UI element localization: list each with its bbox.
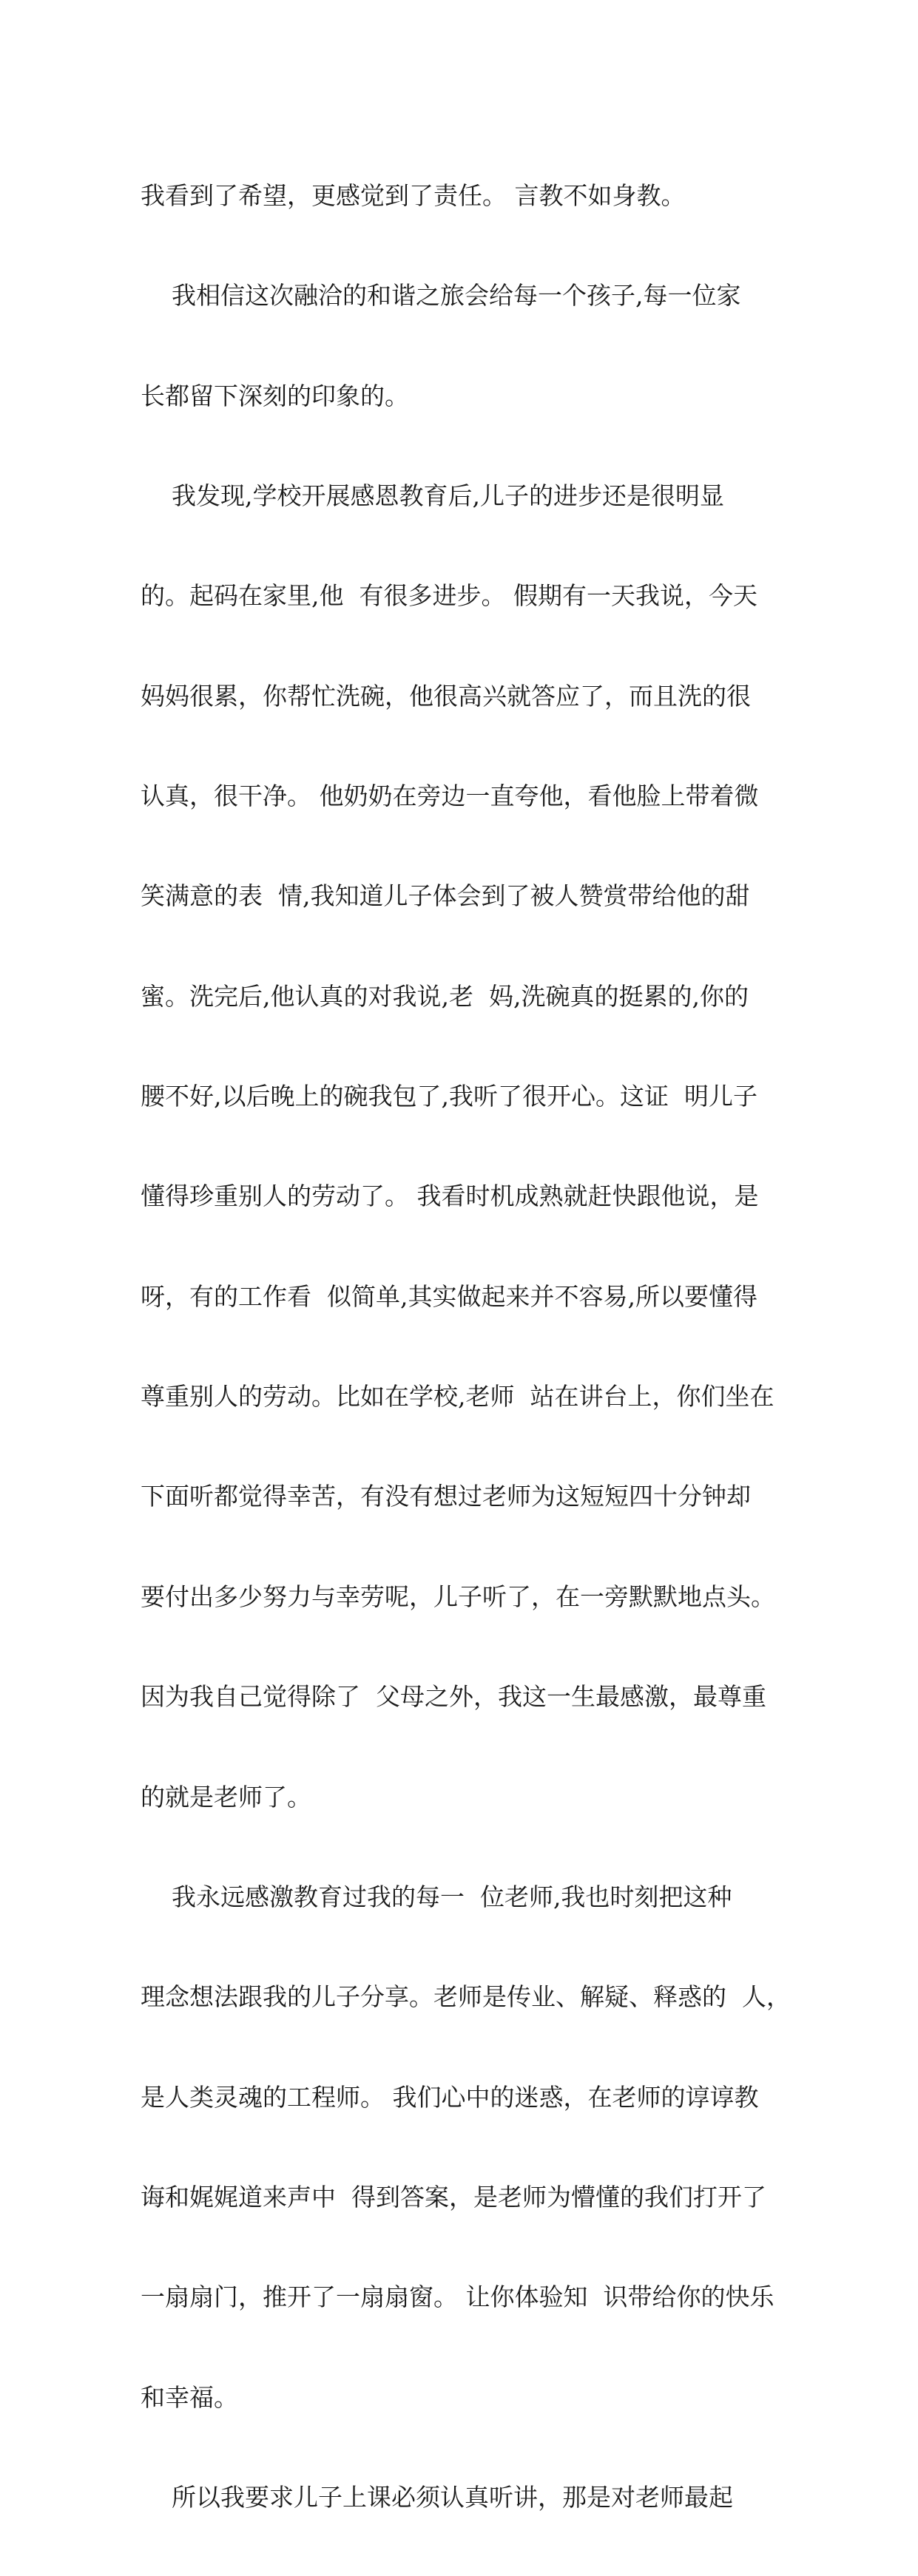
text-line: 诲和娓娓道来声中 得到答案，是老师为懵懂的我们打开了 — [141, 2182, 766, 2211]
text-line: 尊重别人的劳动。比如在学校,老师 站在讲台上，你们坐在 — [141, 1382, 774, 1411]
text-line: 我看到了希望，更感觉到了责任。 言教不如身教。 — [141, 181, 686, 210]
text-line: 理念想法跟我的儿子分享。老师是传业、解疑、释惑的 人， — [141, 1982, 791, 2012]
text-line: 长都留下深刻的印象的。 — [141, 381, 409, 410]
text-line: 蜜。洗完后,他认真的对我说,老 妈,洗碗真的挺累的,你的 — [141, 981, 749, 1011]
body-text — [141, 117, 792, 2576]
text-line: 要付出多少努力与幸劳呢，儿子听了，在一旁默默地点头。 — [141, 1582, 775, 1611]
text-line: 所以我要求儿子上课必须认真听讲，那是对老师最起 — [141, 2482, 733, 2512]
text-line: 下面听都觉得幸苦，有没有想过老师为这短短四十分钟却 — [141, 1482, 751, 1511]
text-line: 腰不好,以后晚上的碗我包了,我听了很开心。这证 明儿子 — [141, 1082, 757, 1111]
text-line: 懂得珍重别人的劳动了。 我看时机成熟就赶快跟他说，是 — [141, 1182, 759, 1211]
text-line: 的。起码在家里,他 有很多进步。 假期有一天我说，今天 — [141, 581, 757, 611]
text-line: 认真，很干净。 他奶奶在旁边一直夸他，看他脸上带着微 — [141, 782, 759, 811]
text-line: 我发现,学校开展感恩教育后,儿子的进步还是很明显 — [141, 481, 724, 511]
text-line: 是人类灵魂的工程师。 我们心中的迷惑，在老师的谆谆教 — [141, 2082, 759, 2112]
text-line: 妈妈很累，你帮忙洗碗，他很高兴就答应了，而且洗的很 — [141, 681, 751, 711]
text-line: 笑满意的表 情,我知道儿子体会到了被人赞赏带给他的甜 — [141, 881, 750, 911]
text-line: 我永远感激教育过我的每一 位老师,我也时刻把这种 — [141, 1882, 732, 1911]
text-line: 一扇扇门，推开了一扇扇窗。 让你体验知 识带给你的快乐 — [141, 2282, 774, 2312]
text-line: 呀，有的工作看 似简单,其实做起来并不容易,所以要懂得 — [141, 1281, 757, 1311]
text-line: 和幸福。 — [141, 2382, 238, 2412]
text-line: 的就是老师了。 — [141, 1782, 311, 1811]
text-line: 我相信这次融洽的和谐之旅会给每一个孩子,每一位家 — [141, 281, 741, 311]
text-line: 因为我自己觉得除了 父母之外，我这一生最感激，最尊重 — [141, 1682, 766, 1712]
